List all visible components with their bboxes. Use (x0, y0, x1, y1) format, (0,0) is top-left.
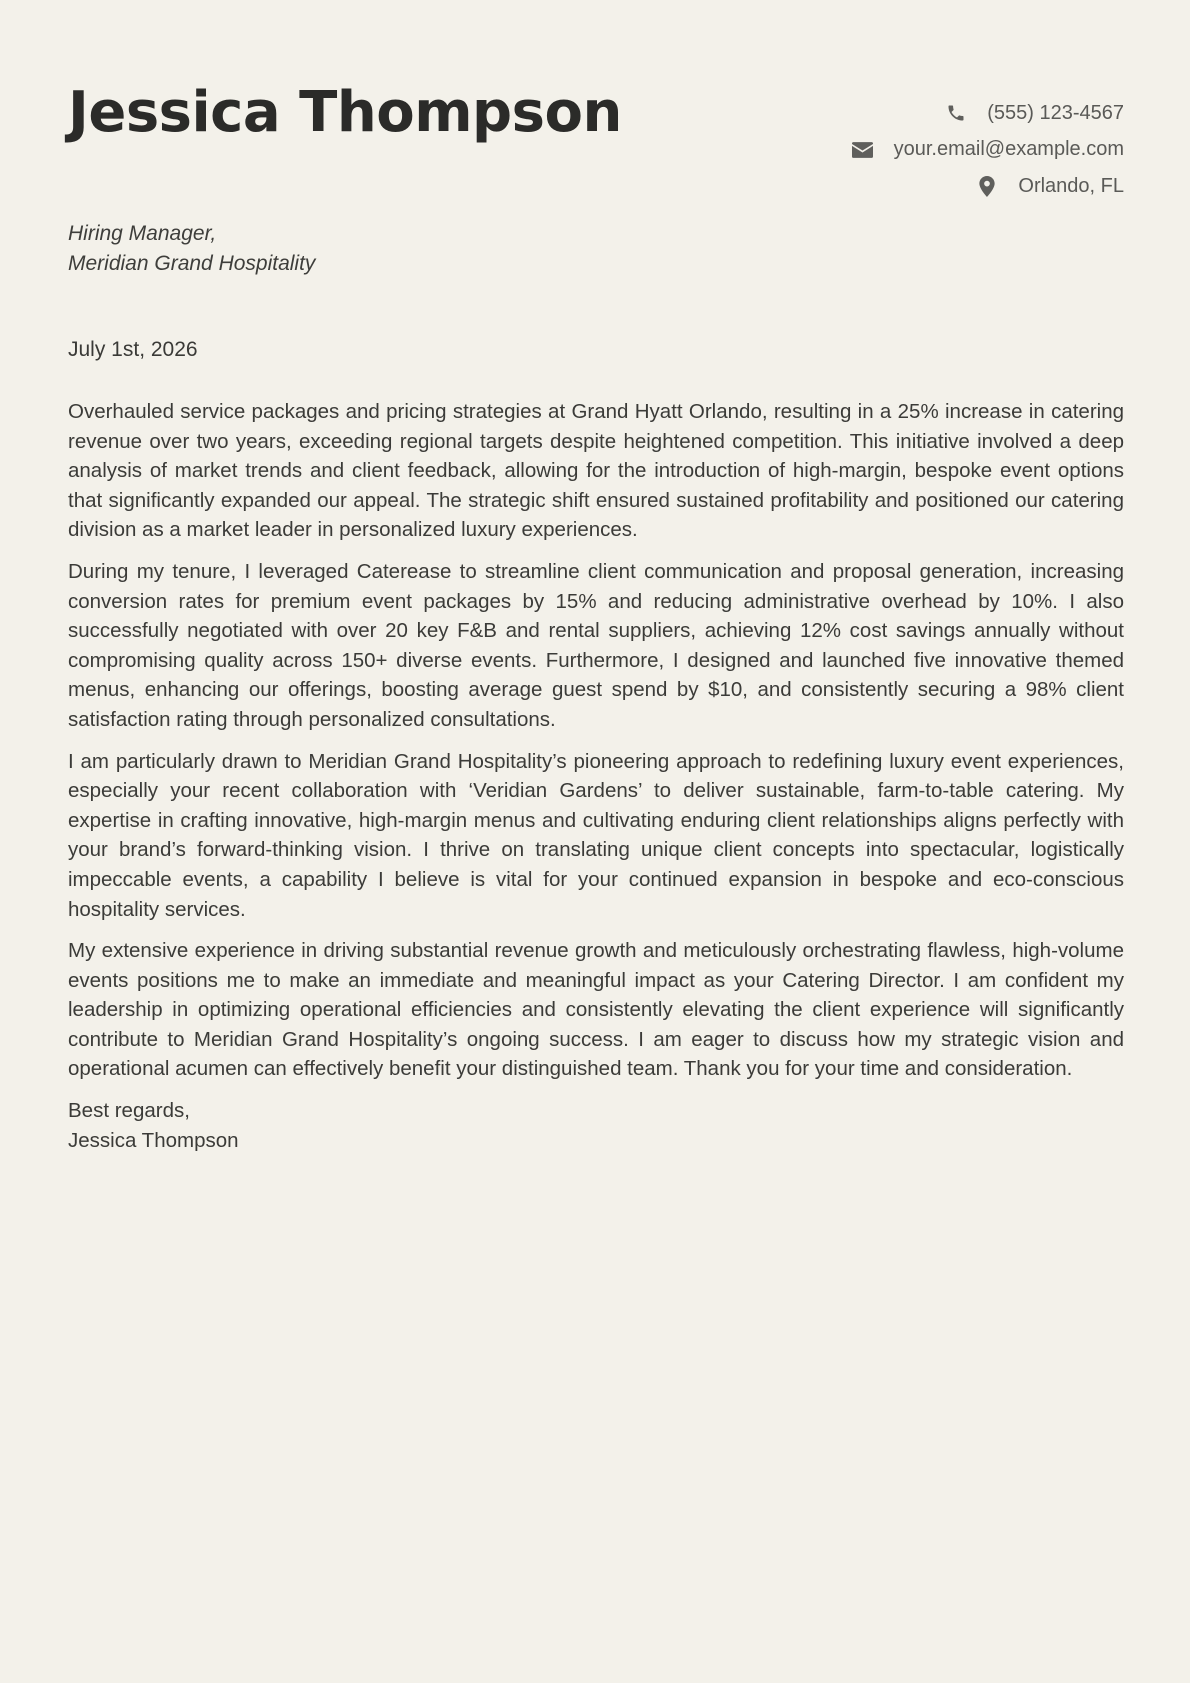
closing-block (68, 1096, 1124, 1155)
closing-salutation: Best regards, (68, 1099, 190, 1123)
phone-icon (945, 102, 967, 124)
contact-phone (852, 95, 1124, 132)
recipient-company: Meridian Grand Hospitality (68, 252, 316, 275)
body-paragraph: Overhauled service packages and pricing strategies at Grand Hyatt Orlando, resulting in a 25% increase in catering revenue over two years, exceeding regional targets despite heightened competition. This initiative involved a deep analysis of market trends and client feedback, allowing for the introduction of high-margin, bespoke event options that significantly expanded our appeal. The strategic shift ensured sustained profitability and positioned our catering division as a market leader in personalized luxury experiences. (68, 400, 1124, 542)
location-text: Orlando, FL (1018, 174, 1124, 197)
envelope-icon (852, 139, 874, 161)
body-paragraph: During my tenure, I leveraged Caterease to streamline client communication and proposal generation, increasing conversion rates for premium event packages by 15% and reducing administrative overhead by 10%. I also successfully negotiated with over 20 key F&B and rental suppliers, achieving 12% cost savings annually without compromising quality across 150+ diverse events. Furthermore, I designed and launched five innovative themed menus, enhancing our offerings, boosting average guest spend by $10, and consistently securing a 98% client satisfaction rating through personalized consultations. (68, 559, 1124, 731)
contact-email (852, 132, 1124, 169)
letter-date: July 1st, 2026 (68, 338, 198, 361)
phone-text: (555) 123-4567 (987, 101, 1124, 124)
contact-location (852, 168, 1124, 205)
applicant-name: Jessica Thompson (68, 80, 622, 145)
contact-info (852, 95, 1124, 205)
map-pin-icon (976, 175, 998, 197)
recipient-block (68, 219, 315, 279)
body-paragraph: My extensive experience in driving substantial revenue growth and meticulously orchestrating flawless, high-volume events positions me to make an immediate and meaningful impact as your Catering Director. I am confident my leadership in optimizing operational efficiencies and consistently elevating the client experience will significantly contribute to Meridian Grand Hospitality’s ongoing success. I am eager to discuss how my strategic vision and operational acumen can effectively benefit your distinguished team. Thank you for your time and consideration. (68, 939, 1124, 1081)
body-paragraph: I am particularly drawn to Meridian Grand Hospitality’s pioneering approach to redefining luxury event experiences, especially your recent collaboration with ‘Veridian Gardens’ to deliver sustainable, farm-to-table catering. My expertise in crafting innovative, high-margin menus and cultivating enduring client relationships aligns perfectly with your brand’s forward-thinking vision. I thrive on translating unique client concepts into spectacular, logistically impeccable events, a capability I believe is vital for your continued expansion in bespoke and eco-conscious hospitality services. (68, 749, 1124, 921)
recipient-title: Hiring Manager, (68, 222, 217, 245)
email-text: your.email@example.com (893, 138, 1124, 161)
letter-body (68, 397, 1124, 1155)
signature-name: Jessica Thompson (68, 1128, 239, 1152)
